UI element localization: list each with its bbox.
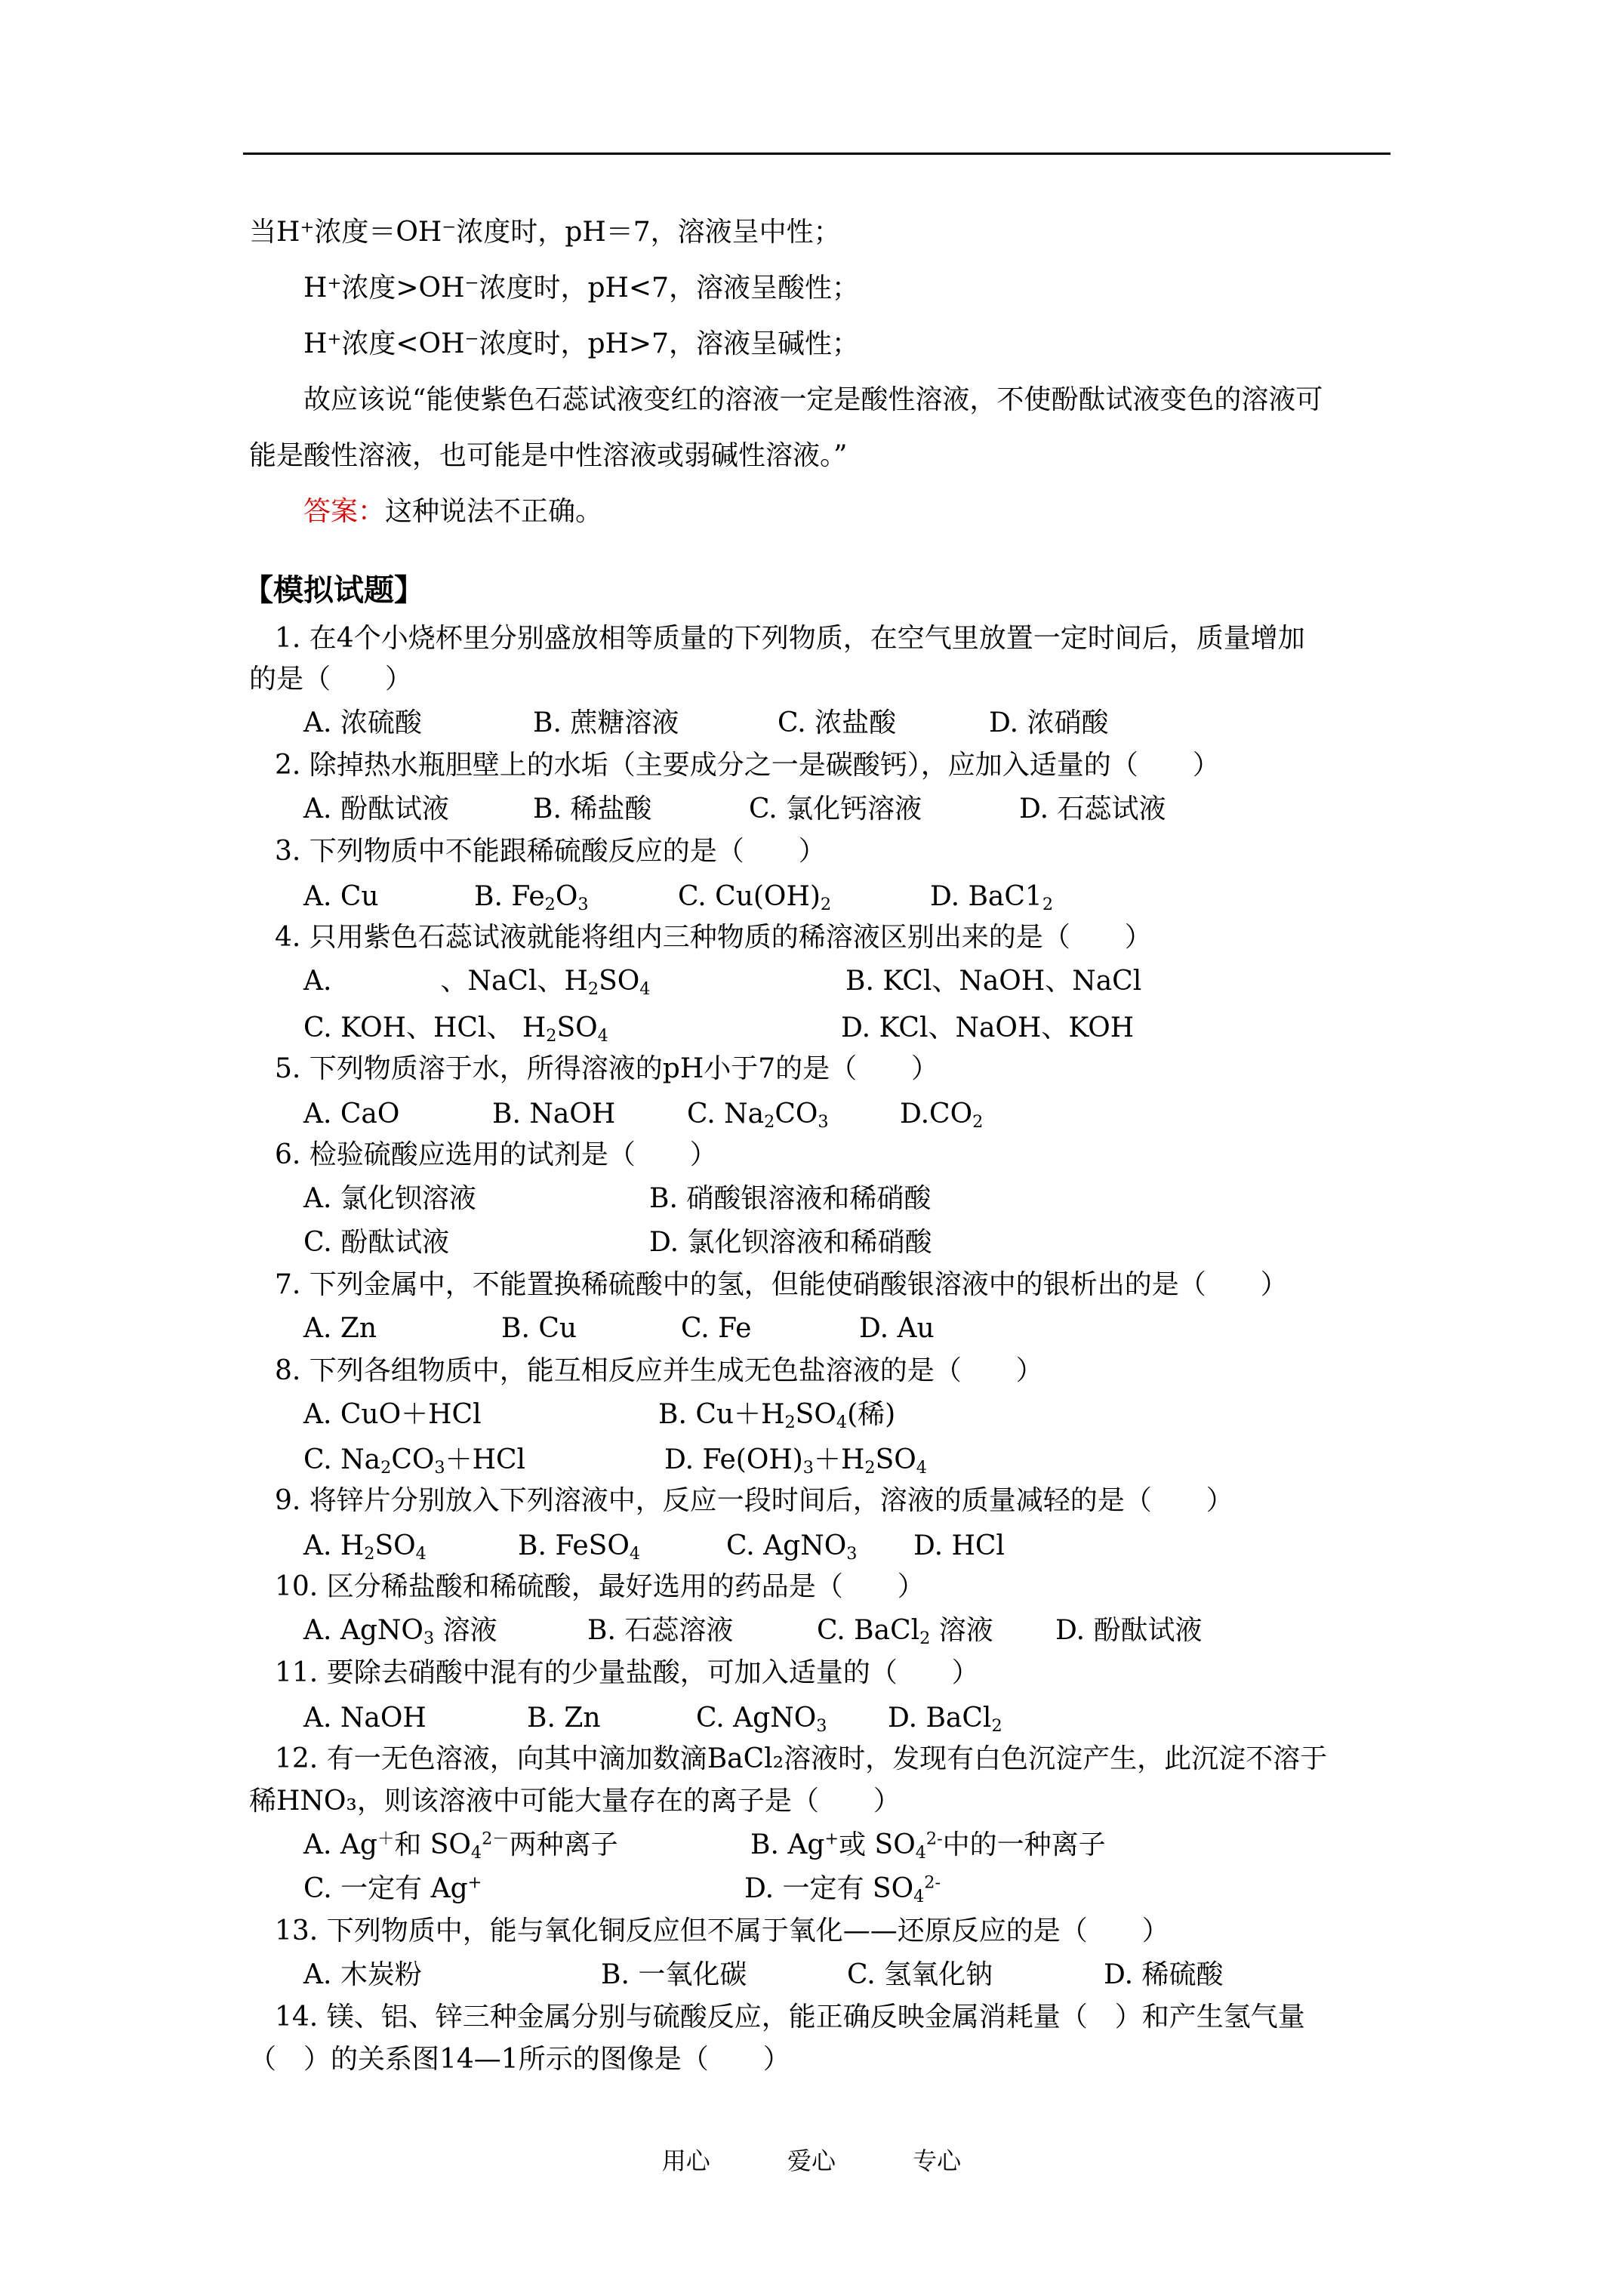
q1-option-c: C. 浓盐酸 xyxy=(778,707,897,738)
q11-option-c: C. AgNO$_3$ xyxy=(696,1703,827,1737)
q6-option-a: A. 氯化钡溶液 xyxy=(303,1183,476,1214)
q7-stem: 7. 下列金属中，不能置换稀硫酸中的氢，但能使硝酸银溶液中的银析出的是（ ） xyxy=(275,1269,1288,1300)
q4-option-a: A. 、NaCl、$H_2SO_4$ xyxy=(303,966,651,1000)
section-title: 【模拟试题】 xyxy=(243,572,424,608)
q10-stem: 10. 区分稀盐酸和稀硫酸，最好选用的药品是（ ） xyxy=(275,1571,925,1602)
q4-option-d: D. KCl、NaOH、KOH xyxy=(841,1012,1135,1043)
q4-stem: 4. 只用紫色石蕊试液就能将组内三种物质的稀溶液区别出来的是（ ） xyxy=(275,922,1152,953)
q7-option-b: B. Cu xyxy=(501,1313,577,1344)
q9-option-a: A. $H_2SO_4$ xyxy=(303,1530,427,1564)
q5-option-a: A. CaO xyxy=(303,1099,400,1130)
q5-option-b: B. NaOH xyxy=(492,1099,616,1130)
intro-line-3: H⁺浓度<OH⁻浓度时，pH>7，溶液呈碱性； xyxy=(303,328,859,359)
q2-option-c: C. 氯化钙溶液 xyxy=(749,794,922,824)
q7-option-c: C. Fe xyxy=(681,1313,752,1344)
intro-line-1: 当H⁺浓度＝OH⁻浓度时，pH＝7，溶液呈中性； xyxy=(249,217,841,248)
q1-option-d: D. 浓硝酸 xyxy=(989,707,1109,738)
q12-option-b: B. Ag+或 $SO_4^{2-}$中的一种离子 xyxy=(750,1829,1106,1863)
intro-line-2: H⁺浓度>OH⁻浓度时，pH<7，溶液呈酸性； xyxy=(303,273,859,304)
intro-line-4: 故应该说“能使紫色石蕊试液变红的溶液一定是酸性溶液，不使酚酞试液变色的溶液可 xyxy=(303,384,1323,415)
q9-option-b: B. FeSO$_4$ xyxy=(518,1530,641,1564)
answer-text: 这种说法不正确。 xyxy=(385,496,603,527)
q1-stem-2: 的是（ ） xyxy=(249,664,413,695)
q2-option-a: A. 酚酞试液 xyxy=(303,794,449,824)
q1-stem-1: 1. 在4个小烧杯里分别盛放相等质量的下列物质，在空气里放置一定时间后，质量增加 xyxy=(275,623,1305,654)
q5-stem: 5. 下列物质溶于水，所得溶液的pH小于7的是（ ） xyxy=(275,1053,939,1084)
q3-option-c: C. $Cu(OH)_2$ xyxy=(678,881,832,915)
footer-word-3: 专心 xyxy=(913,2147,962,2175)
q6-option-d: D. 氯化钡溶液和稀硝酸 xyxy=(649,1227,932,1258)
q8-option-c: C. $Na_2CO_3+HCl$ xyxy=(303,1444,526,1478)
answer-label: 答案： xyxy=(303,496,386,527)
q5-option-d: $D.CO_2$ xyxy=(900,1099,984,1133)
q10-option-b: B. 石蕊溶液 xyxy=(587,1615,734,1646)
q7-option-d: D. Au xyxy=(859,1313,935,1344)
q14-stem-1: 14. 镁、铝、锌三种金属分别与硫酸反应，能正确反映金属消耗量（ ）和产生氢气量 xyxy=(275,2002,1305,2032)
q13-option-d: D. 稀硫酸 xyxy=(1104,1959,1224,1990)
intro-line-5: 能是酸性溶液，也可能是中性溶液或弱碱性溶液。” xyxy=(249,440,848,471)
q12-stem-1: 12. 有一无色溶液，向其中滴加数滴BaCl₂溶液时，发现有白色沉淀产生，此沉淀不溶于 xyxy=(275,1743,1328,1774)
q6-stem: 6. 检验硫酸应选用的试剂是（ ） xyxy=(275,1139,717,1170)
q13-stem: 13. 下列物质中，能与氧化铜反应但不属于氧化——还原反应的是（ ） xyxy=(275,1915,1169,1946)
q3-option-b: B. $Fe_2O_3$ xyxy=(474,881,589,915)
header-rule xyxy=(243,153,1390,155)
footer-word-2: 爱心 xyxy=(787,2147,836,2175)
q12-option-d: D. 一定有 $SO_4^{2-}$ xyxy=(744,1872,941,1907)
page-footer xyxy=(0,2144,1623,2177)
q5-option-c: C. $Na_2CO_3$ xyxy=(687,1099,829,1133)
footer-word-1: 用心 xyxy=(661,2147,710,2175)
q11-option-d: D. BaCl$_2$ xyxy=(888,1703,1002,1737)
q13-option-b: B. 一氧化碳 xyxy=(601,1959,747,1990)
q8-stem: 8. 下列各组物质中，能互相反应并生成无色盐溶液的是（ ） xyxy=(275,1355,1043,1386)
q2-option-d: D. 石蕊试液 xyxy=(1019,794,1166,824)
q8-option-b: B. $Cu+H_2SO_4$(稀) xyxy=(658,1399,896,1433)
q13-option-a: A. 木炭粉 xyxy=(303,1959,422,1990)
q12-option-a: A. Ag＋和 $SO_4^{2-}$两种离子 xyxy=(303,1829,618,1863)
q11-option-b: B. Zn xyxy=(527,1703,601,1734)
q4-option-c: C. KOH、HCl、 $H_2SO_4$ xyxy=(303,1012,608,1046)
q9-option-d: D. HCl xyxy=(913,1530,1005,1561)
q7-option-a: A. Zn xyxy=(303,1313,377,1344)
q13-option-c: C. 氢氧化钠 xyxy=(847,1959,993,1990)
q2-option-b: B. 稀盐酸 xyxy=(533,794,652,824)
q12-option-c: C. 一定有 Ag+ xyxy=(303,1872,482,1904)
q14-stem-2: （ ）的关系图14—1所示的图像是（ ） xyxy=(249,2044,790,2075)
q3-option-a: A. Cu xyxy=(303,881,379,912)
q1-option-a: A. 浓硫酸 xyxy=(303,707,422,738)
q6-option-b: B. 硝酸银溶液和稀硝酸 xyxy=(649,1183,932,1214)
q9-option-c: C. AgNO$_3$ xyxy=(726,1530,858,1564)
q11-stem: 11. 要除去硝酸中混有的少量盐酸，可加入适量的（ ） xyxy=(275,1657,979,1688)
q10-option-a: A. AgNO$_3$ 溶液 xyxy=(303,1615,497,1649)
q10-option-c: C. BaCl$_2$ 溶液 xyxy=(817,1615,993,1649)
q8-option-a: A. CuO＋HCl xyxy=(303,1399,482,1430)
q8-option-d: D. $Fe(OH)_3+H_2SO_4$ xyxy=(664,1444,927,1478)
q9-stem: 9. 将锌片分别放入下列溶液中，反应一段时间后，溶液的质量减轻的是（ ） xyxy=(275,1485,1233,1516)
q2-stem: 2. 除掉热水瓶胆壁上的水垢（主要成分之一是碳酸钙），应加入适量的（ ） xyxy=(275,750,1220,781)
answer-line xyxy=(303,494,602,530)
q1-option-b: B. 蔗糖溶液 xyxy=(533,707,679,738)
q3-option-d: D. $BaC1_2$ xyxy=(930,881,1054,915)
q12-stem-2: 稀HNO₃，则该溶液中可能大量存在的离子是（ ） xyxy=(249,1786,901,1817)
q6-option-c: C. 酚酞试液 xyxy=(303,1227,450,1258)
q10-option-d: D. 酚酞试液 xyxy=(1055,1615,1203,1646)
q3-stem: 3. 下列物质中不能跟稀硫酸反应的是（ ） xyxy=(275,836,826,867)
q11-option-a: A. NaOH xyxy=(303,1703,427,1734)
q4-option-b: B. KCl、NaOH、NaCl xyxy=(845,966,1142,997)
